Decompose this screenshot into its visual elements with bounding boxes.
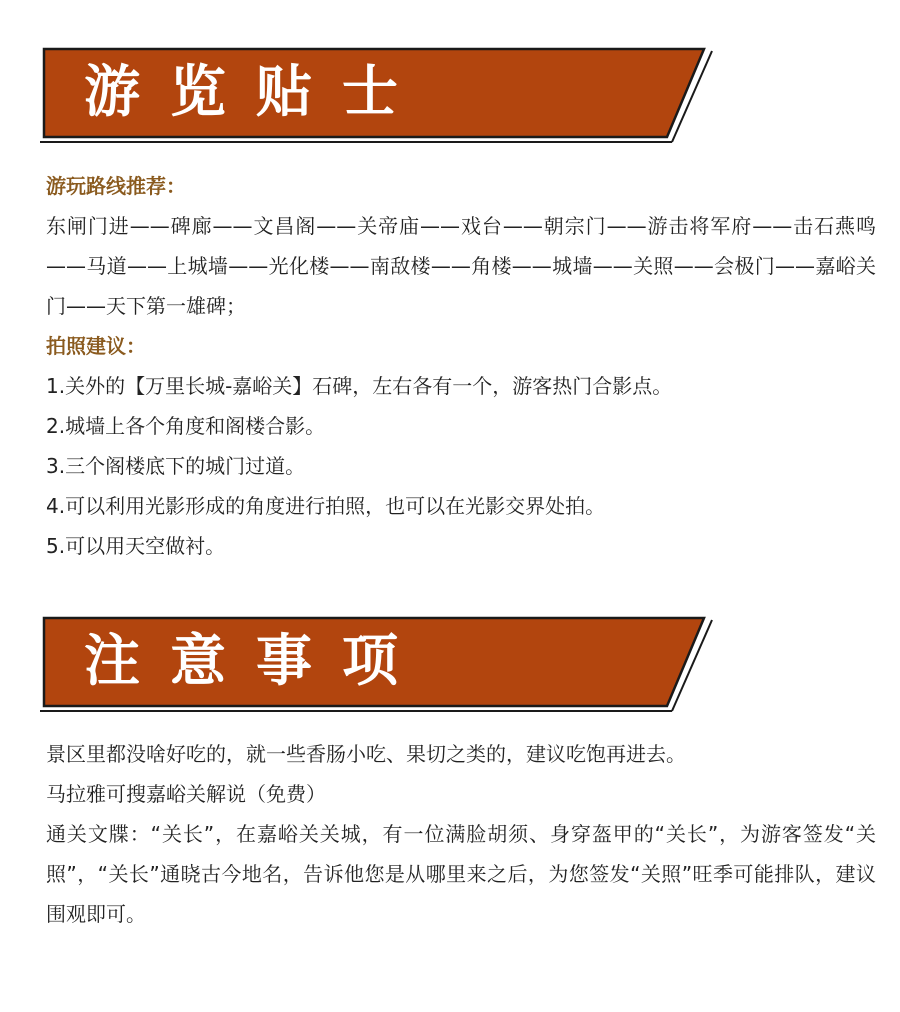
photo-tip: 3.三个阁楼底下的城门过道。 — [46, 454, 306, 478]
note-item: 马拉雅可搜嘉峪关解说（免费） — [46, 782, 326, 806]
route-heading: 游玩路线推荐： — [46, 174, 186, 198]
photo-heading: 拍照建议： — [46, 334, 146, 358]
photo-tip: 5.可以用天空做衬。 — [46, 534, 226, 558]
photo-tip: 1.关外的【万里长城-嘉峪关】石碑，左右各有一个，游客热门合影点。 — [46, 374, 673, 398]
section-banner-tips — [40, 45, 715, 145]
notes-content — [46, 734, 876, 934]
section-title: 游览贴士 — [84, 59, 428, 125]
photo-tip: 4.可以利用光影形成的角度进行拍照，也可以在光影交界处拍。 — [46, 494, 606, 518]
section-title: 注意事项 — [84, 628, 428, 694]
section-banner-notes — [40, 614, 715, 714]
route-text: 东闸门进——碑廊——文昌阁——关帝庙——戏台——朝宗门——游击将军府——击石燕鸣——马道——上城墙——光化楼——南敌楼——角楼——城墙——关照——会极门——嘉峪关门——天下第一雄碑； — [46, 214, 876, 318]
note-item: 通关文牒：“关长”，在嘉峪关关城，有一位满脸胡须、身穿盔甲的“关长”，为游客签发“关照”，“关长”通晓古今地名，告诉他您是从哪里来之后，为您签发“关照”旺季可能排队，建议围观即可。 — [46, 822, 876, 926]
tips-content — [46, 166, 876, 566]
photo-tip: 2.城墙上各个角度和阁楼合影。 — [46, 414, 326, 438]
note-item: 景区里都没啥好吃的，就一些香肠小吃、果切之类的，建议吃饱再进去。 — [46, 742, 686, 766]
